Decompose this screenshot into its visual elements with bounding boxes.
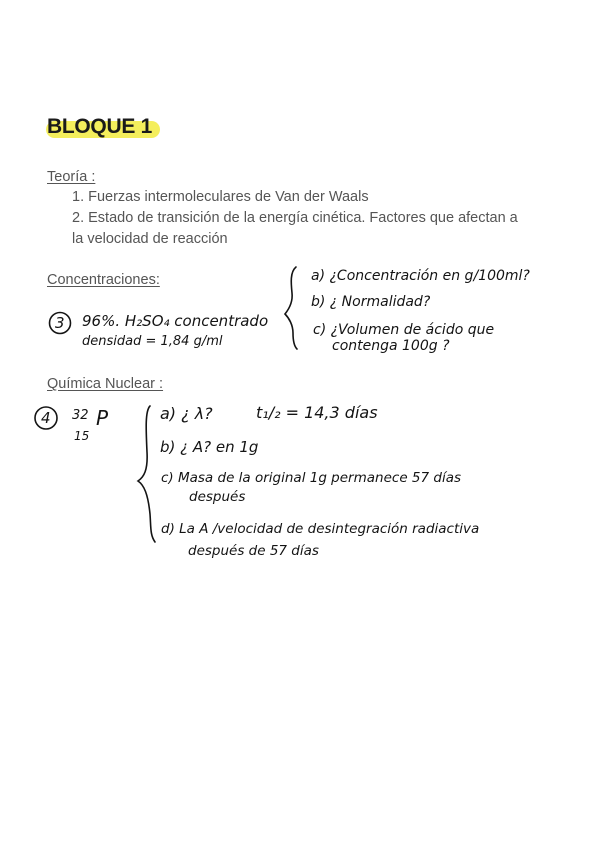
problem-4-question-b: b) ¿ A? en 1g [160, 438, 259, 456]
nuclear-heading: Química Nuclear : [47, 376, 164, 392]
isotope-symbol: P [96, 406, 109, 430]
problem-3-density: densidad = 1,84 g/ml [82, 334, 223, 349]
problem-3-circle [50, 313, 71, 334]
problem-4-question-c: c) Masa de la original 1g permanece 57 días [161, 470, 462, 486]
problem-4-question-d-cont: después de 57 días [188, 543, 319, 559]
teoria-heading: Teoría : [47, 169, 96, 185]
problem-3-question-c-cont: contenga 100g ? [332, 338, 450, 354]
brace-nuclear [138, 406, 155, 542]
problem-3-question-a: a) ¿Concentración en g/100ml? [311, 268, 530, 284]
problem-4-question-c-cont: después [189, 489, 246, 505]
problem-3-statement: 96%. H₂SO₄ concentrado [82, 312, 269, 330]
problem-3-question-c: c) ¿Volumen de ácido que [313, 322, 495, 338]
isotope-atomic-number: 15 [74, 429, 90, 443]
half-life: t₁/₂ = 14,3 días [256, 403, 378, 422]
isotope-mass-number: 32 [72, 408, 89, 423]
teoria-item-1: 1. Fuerzas intermoleculares de Van der Waals [72, 189, 369, 205]
page-title: BLOQUE 1 [47, 115, 152, 138]
problem-3-question-b: b) ¿ Normalidad? [311, 294, 431, 310]
problem-4-question-d: d) La A /velocidad de desintegración radiactiva [161, 521, 480, 537]
teoria-item-2-cont: la velocidad de reacción [72, 231, 228, 247]
problem-4-number: 4 [41, 409, 51, 427]
brace-concentraciones [285, 267, 297, 349]
problem-3-number: 3 [55, 314, 65, 332]
problem-4-question-a: a) ¿ λ? [160, 404, 213, 423]
problem-4-circle [35, 407, 57, 429]
teoria-item-2: 2. Estado de transición de la energía cinética. Factores que afectan a [72, 210, 518, 226]
concentraciones-heading: Concentraciones: [47, 272, 160, 288]
